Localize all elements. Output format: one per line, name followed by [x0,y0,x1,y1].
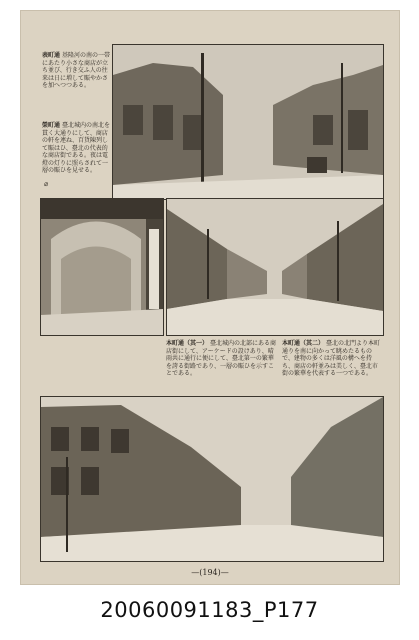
caption-hon-machi-1 [166,340,276,396]
photo-street-middle [166,198,384,336]
caption-hon-machi-2 [282,340,382,396]
caption-title: 本町通（其二） [282,340,325,347]
scrapbook-page [20,10,400,585]
caption-title: 榮町通 [42,122,61,129]
caption-body: 臺北城内の南北を貫く大通りにして、商店の軒を連ね、百貨陳列して賑はひ、臺北の代表的な商店街である。夜は電燈の灯りに照らされて一層の賑ひを見せる。 [42,122,110,174]
page-number: —(194)— [191,568,229,577]
caption-sakae-machi [42,122,110,178]
caption-title: 表町通 [42,52,61,59]
photo-arcade [40,198,164,336]
footnote-mark: ⌀ [44,180,49,188]
caption-body: 臺北の北門より本町通りを南に向かって眺めたるもので、建物の多くは洋風の構へを持ち、商店の軒並みは美しく、臺北市街の繁華を代表する一つである。 [282,340,380,377]
caption-body: 基隆河の南の一帯にあたり小さな商店が立ち並び、行き交ふ人の往来は日に増して賑やかさを加へつつある。 [42,52,110,89]
photo-street-bottom [40,396,384,562]
caption-omote-machi [42,52,110,96]
photo-street-top [112,44,384,200]
caption-body: 臺北城内の北部にある商店街にして、アーケードの設けあり、晴雨共に通行に便にして、臺北第一の繁華を誇る街路であり、一層の賑ひを示すことである。 [166,340,276,377]
caption-title: 本町通（其一） [166,340,209,347]
catalog-id-label: 20060091183_P177 [100,598,319,622]
